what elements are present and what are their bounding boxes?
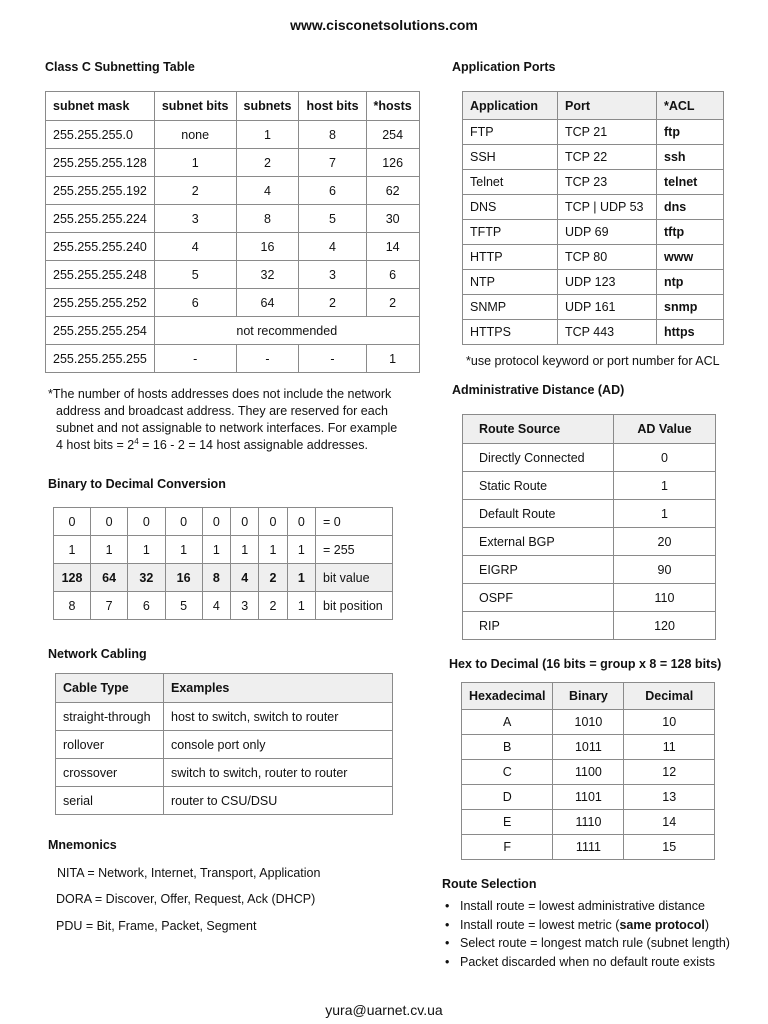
col-header: Port (558, 92, 657, 120)
cell: tftp (657, 220, 724, 245)
cell: EIGRP (463, 556, 614, 584)
footer-email: yura@uarnet.cv.ua (325, 1002, 443, 1018)
table-header-row (46, 92, 420, 121)
note-text: 4 host bits = 2 (56, 438, 135, 452)
cell: 6 (299, 177, 366, 205)
table-row (462, 760, 715, 785)
cell: 1 (614, 472, 716, 500)
cell: bit value (316, 564, 393, 592)
table-row (56, 787, 393, 815)
cell: 1 (91, 536, 128, 564)
cell: www (657, 245, 724, 270)
cell: 3 (231, 592, 259, 620)
cell: 1 (287, 564, 315, 592)
table-row (54, 564, 393, 592)
table-header-row (462, 683, 715, 710)
table-row (463, 472, 716, 500)
cabling-title: Network Cabling (48, 647, 147, 661)
cell: Default Route (463, 500, 614, 528)
table-row (462, 710, 715, 735)
cell: 0 (91, 508, 128, 536)
col-header: Examples (164, 674, 393, 703)
table-row (463, 556, 716, 584)
table-row (463, 584, 716, 612)
cell: 254 (366, 121, 419, 149)
cell: 255.255.255.252 (46, 289, 155, 317)
cell: UDP 161 (558, 295, 657, 320)
cell: 5 (299, 205, 366, 233)
cell: 1 (231, 536, 259, 564)
binary-table (53, 507, 393, 620)
cell: 20 (614, 528, 716, 556)
cell: 255.255.255.0 (46, 121, 155, 149)
table-row (463, 320, 724, 345)
cell: 1011 (553, 735, 624, 760)
cell: 16 (165, 564, 202, 592)
table-row (463, 145, 724, 170)
cell: 2 (154, 177, 236, 205)
note-line: subnet and not assignable to network interfaces. For example (56, 421, 398, 435)
cell: TCP 22 (558, 145, 657, 170)
note-line: address and broadcast address. They are reserved for each (56, 404, 388, 418)
cell: 255.255.255.255 (46, 345, 155, 373)
table-row (46, 345, 420, 373)
cell: 1100 (553, 760, 624, 785)
cell: 1 (202, 536, 230, 564)
cell: dns (657, 195, 724, 220)
table-row (463, 220, 724, 245)
col-header: subnets (236, 92, 299, 121)
cell: 0 (202, 508, 230, 536)
col-header: Route Source (463, 415, 614, 444)
hex-table (461, 682, 715, 860)
cell: Telnet (463, 170, 558, 195)
note-line (48, 437, 397, 454)
cabling-table (55, 673, 393, 815)
hosts-note (48, 386, 397, 454)
table-row (462, 835, 715, 860)
col-header: *hosts (366, 92, 419, 121)
cell: 1111 (553, 835, 624, 860)
table-row (463, 195, 724, 220)
cell: TFTP (463, 220, 558, 245)
cell: 0 (614, 444, 716, 472)
cell: 5 (165, 592, 202, 620)
cell: 10 (624, 710, 715, 735)
col-header: subnet bits (154, 92, 236, 121)
cell: TCP 23 (558, 170, 657, 195)
table-row (46, 205, 420, 233)
mnemonic-nita: NITA = Network, Internet, Transport, Application (57, 866, 321, 880)
cell: RIP (463, 612, 614, 640)
cell: straight-through (56, 703, 164, 731)
cell: E (462, 810, 553, 835)
cell: 255.255.255.240 (46, 233, 155, 261)
cell: 4 (236, 177, 299, 205)
cell: OSPF (463, 584, 614, 612)
cell: UDP 69 (558, 220, 657, 245)
table-header-row (56, 674, 393, 703)
table-row (46, 317, 420, 345)
cell: F (462, 835, 553, 860)
cell: TCP | UDP 53 (558, 195, 657, 220)
list-item-text: ) (704, 917, 710, 932)
table-row (46, 121, 420, 149)
cell: = 255 (316, 536, 393, 564)
col-header: Decimal (624, 683, 715, 710)
cell: 30 (366, 205, 419, 233)
binary-title: Binary to Decimal Conversion (48, 477, 226, 491)
cell: 1 (366, 345, 419, 373)
cell: ssh (657, 145, 724, 170)
cell: 90 (614, 556, 716, 584)
cell: 1 (128, 536, 165, 564)
hex-title: Hex to Decimal (16 bits = group x 8 = 128 bits) (449, 657, 722, 671)
list-item (445, 953, 730, 972)
cell: 255.255.255.248 (46, 261, 155, 289)
cell: UDP 123 (558, 270, 657, 295)
cell: TCP 443 (558, 320, 657, 345)
cell: 1110 (553, 810, 624, 835)
cell: 1 (287, 592, 315, 620)
cell: 4 (202, 592, 230, 620)
mnemonic-dora: DORA = Discover, Offer, Request, Ack (DHCP) (56, 892, 316, 906)
cell: none (154, 121, 236, 149)
cell: 126 (366, 149, 419, 177)
table-row (462, 810, 715, 835)
cell: https (657, 320, 724, 345)
cell: 7 (91, 592, 128, 620)
col-header: Binary (553, 683, 624, 710)
cell: FTP (463, 120, 558, 145)
cell: - (299, 345, 366, 373)
cell: 2 (259, 564, 287, 592)
col-header: *ACL (657, 92, 724, 120)
cell: switch to switch, router to router (164, 759, 393, 787)
cell: D (462, 785, 553, 810)
cell: 1101 (553, 785, 624, 810)
subnetting-table (45, 91, 420, 373)
cell: SNMP (463, 295, 558, 320)
table-row (463, 245, 724, 270)
route-selection-list (445, 897, 730, 971)
col-header: Cable Type (56, 674, 164, 703)
cell: 1010 (553, 710, 624, 735)
table-row (46, 233, 420, 261)
cell: 3 (299, 261, 366, 289)
cell: SSH (463, 145, 558, 170)
table-header-row (463, 92, 724, 120)
table-header-row (463, 415, 716, 444)
table-row (56, 759, 393, 787)
site-url: www.cisconetsolutions.com (290, 17, 478, 33)
list-item-emphasis: same protocol (619, 917, 705, 932)
table-row (46, 261, 420, 289)
cell: console port only (164, 731, 393, 759)
cell: 2 (299, 289, 366, 317)
route-selection-title: Route Selection (442, 877, 537, 891)
cell: 0 (128, 508, 165, 536)
mnemonics-title: Mnemonics (48, 838, 117, 852)
cell: 11 (624, 735, 715, 760)
not-recommended-cell: not recommended (154, 317, 419, 345)
list-item (445, 916, 730, 935)
table-row (54, 536, 393, 564)
list-item-text: Select route = longest match rule (subnet length) (460, 936, 730, 950)
table-row (463, 612, 716, 640)
cell: 0 (231, 508, 259, 536)
cell: 2 (366, 289, 419, 317)
cell: 120 (614, 612, 716, 640)
cell: router to CSU/DSU (164, 787, 393, 815)
cell: 1 (287, 536, 315, 564)
table-row (463, 444, 716, 472)
cell: DNS (463, 195, 558, 220)
cell: 6 (154, 289, 236, 317)
cell: ftp (657, 120, 724, 145)
cell: bit position (316, 592, 393, 620)
cell: 14 (366, 233, 419, 261)
note-line: *The number of hosts addresses does not include the network (48, 387, 392, 401)
cell: 4 (154, 233, 236, 261)
cell: NTP (463, 270, 558, 295)
mnemonic-pdu: PDU = Bit, Frame, Packet, Segment (56, 919, 257, 933)
cell: 1 (154, 149, 236, 177)
cell: ntp (657, 270, 724, 295)
cell: 6 (366, 261, 419, 289)
cell: 8 (236, 205, 299, 233)
ports-title: Application Ports (452, 60, 556, 74)
table-row (463, 120, 724, 145)
note-text: = 16 - 2 = 14 host assignable addresses. (138, 438, 368, 452)
cell: crossover (56, 759, 164, 787)
list-item-text: Packet discarded when no default route exists (460, 954, 716, 969)
cell: 255.255.255.128 (46, 149, 155, 177)
cell: snmp (657, 295, 724, 320)
table-row (46, 289, 420, 317)
ports-table (462, 91, 724, 345)
table-row (463, 500, 716, 528)
table-row (56, 703, 393, 731)
cell: 1 (259, 536, 287, 564)
cell: HTTP (463, 245, 558, 270)
list-item (445, 934, 730, 953)
cell: 2 (259, 592, 287, 620)
col-header: subnet mask (46, 92, 155, 121)
cell: HTTPS (463, 320, 558, 345)
table-row (46, 149, 420, 177)
table-row (463, 528, 716, 556)
cell: 5 (154, 261, 236, 289)
cell: rollover (56, 731, 164, 759)
table-row (463, 295, 724, 320)
ad-table (462, 414, 716, 640)
cell: 8 (299, 121, 366, 149)
cell: Static Route (463, 472, 614, 500)
cell: 13 (624, 785, 715, 810)
cell: 0 (54, 508, 91, 536)
cell: A (462, 710, 553, 735)
cell: 110 (614, 584, 716, 612)
cell: 14 (624, 810, 715, 835)
cell: 4 (299, 233, 366, 261)
col-header: Application (463, 92, 558, 120)
cell: 32 (236, 261, 299, 289)
table-row (463, 170, 724, 195)
cell: - (236, 345, 299, 373)
cell: 1 (236, 121, 299, 149)
cell: serial (56, 787, 164, 815)
cell: 6 (128, 592, 165, 620)
table-row (462, 735, 715, 760)
cell: 62 (366, 177, 419, 205)
cell: 64 (236, 289, 299, 317)
cell: 255.255.255.192 (46, 177, 155, 205)
cell: telnet (657, 170, 724, 195)
cell: TCP 21 (558, 120, 657, 145)
cell: 15 (624, 835, 715, 860)
ad-title: Administrative Distance (AD) (452, 383, 625, 397)
table-row (54, 592, 393, 620)
cell: 4 (231, 564, 259, 592)
cell: External BGP (463, 528, 614, 556)
cell: 8 (202, 564, 230, 592)
cell: 0 (287, 508, 315, 536)
cell: host to switch, switch to router (164, 703, 393, 731)
list-item-text: Install route = lowest metric ( (460, 917, 620, 932)
cell: = 0 (316, 508, 393, 536)
cell: 32 (128, 564, 165, 592)
list-item-text: Install route = lowest administrative distance (460, 899, 705, 913)
table-row (54, 508, 393, 536)
col-header: AD Value (614, 415, 716, 444)
cell: 8 (54, 592, 91, 620)
cell: 128 (54, 564, 91, 592)
cell: 255.255.255.224 (46, 205, 155, 233)
cell: 3 (154, 205, 236, 233)
cell: 12 (624, 760, 715, 785)
table-row (463, 270, 724, 295)
list-item (445, 897, 730, 916)
table-row (46, 177, 420, 205)
col-header: host bits (299, 92, 366, 121)
subnetting-title: Class C Subnetting Table (45, 60, 195, 74)
note-superscript: 4 (134, 436, 139, 446)
table-row (56, 731, 393, 759)
cell: 64 (91, 564, 128, 592)
cell: 1 (614, 500, 716, 528)
cell: - (154, 345, 236, 373)
cell: 1 (54, 536, 91, 564)
cell: 255.255.255.254 (46, 317, 155, 345)
cell: Directly Connected (463, 444, 614, 472)
cell: B (462, 735, 553, 760)
cell: 1 (165, 536, 202, 564)
cell: C (462, 760, 553, 785)
cell: 0 (165, 508, 202, 536)
cell: 2 (236, 149, 299, 177)
col-header: Hexadecimal (462, 683, 553, 710)
cell: 7 (299, 149, 366, 177)
cell: 0 (259, 508, 287, 536)
cell: 16 (236, 233, 299, 261)
acl-note: *use protocol keyword or port number for ACL (466, 354, 720, 368)
table-row (462, 785, 715, 810)
cell: TCP 80 (558, 245, 657, 270)
